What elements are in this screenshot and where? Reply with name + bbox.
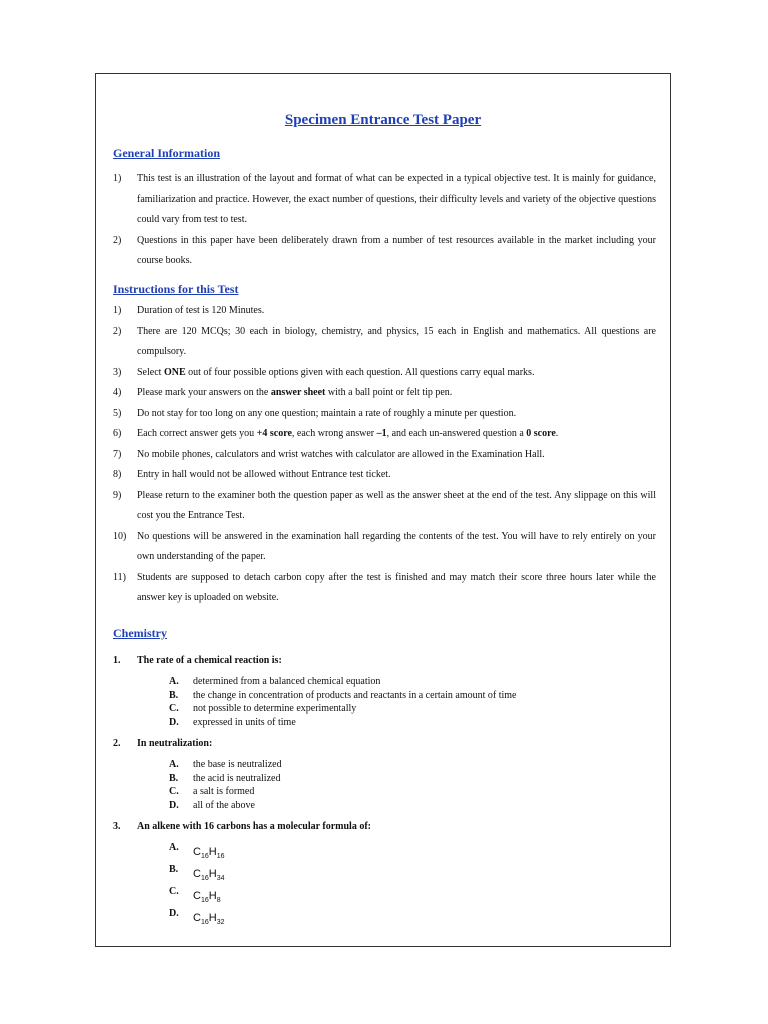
list-item [113,363,656,384]
text-segment: out of four possible options given with each question. All questions carry equal marks. [185,366,535,378]
item-text: There are 120 MCQs; 30 each in biology, chemistry, and physics, 15 each in English and mathematics. All questions are compulsory. [137,325,656,357]
item-number: 10) [113,530,127,542]
page-title: Specimen Entrance Test Paper [284,112,482,128]
test-paper-page [95,73,671,947]
list-item [113,231,656,272]
option-letter: B. [169,864,179,875]
option-a [169,842,225,860]
hydrogen-count: 16 [216,853,225,860]
list-item [113,383,656,404]
bold-text: ONE [163,366,186,378]
option-b [169,689,517,703]
item-number: 2) [113,325,122,337]
option-text: determined from a balanced chemical equation [193,676,381,687]
question-text: The rate of a chemical reaction is: [137,655,282,666]
item-number: 9) [113,489,122,501]
molecular-formula [193,890,221,904]
carbon-symbol: C [193,912,201,924]
option-b [169,864,225,882]
hydrogen-symbol: H [208,912,217,924]
option-a [169,675,517,689]
item-number: 5) [113,407,122,419]
question-1-options [169,675,517,730]
question-2-options [169,758,282,813]
carbon-symbol: C [193,846,201,858]
carbon-symbol: C [193,890,201,902]
option-letter: A. [169,842,179,853]
option-text: the base is neutralized [193,759,282,770]
text-segment: , each wrong answer [291,428,377,439]
bold-text: 0 score [526,428,556,439]
option-letter: D. [169,717,179,729]
text-segment: , and each un-answered question a [386,428,527,439]
carbon-symbol: C [193,868,201,880]
list-item [113,465,656,486]
question-2 [113,738,212,749]
option-letter: A. [169,759,179,770]
item-text: No questions will be answered in the examination hall regarding the contents of the test. You will have to rely entirely on your own understanding of the paper. [137,530,656,562]
hydrogen-count: 32 [216,919,225,926]
item-number: 3) [113,366,122,378]
text-segment: with a ball point or felt tip pen. [325,387,453,398]
text-segment: Select [137,366,164,378]
list-item [113,568,656,609]
text-segment: Each correct answer gets you [137,428,257,439]
option-letter: B. [169,772,179,784]
molecular-formula [193,846,225,860]
option-d [169,716,517,730]
question-3 [113,821,371,832]
carbon-count: 16 [200,919,209,926]
carbon-count: 16 [200,897,209,904]
list-item [113,169,656,231]
list-item [113,486,656,527]
option-text: not possible to determine experimentally [193,703,357,715]
hydrogen-count: 8 [216,897,221,904]
option-d [169,908,225,926]
text-segment: Please mark your answers on the [137,387,271,398]
option-text: the acid is neutralized [193,772,281,784]
option-text: all of the above [193,800,255,812]
option-letter: A. [169,676,179,687]
option-c [169,785,282,799]
carbon-count: 16 [200,853,209,860]
general-information-list [113,169,656,272]
question-number: 2. [113,738,121,749]
item-text: Duration of test is 120 Minutes. [137,305,265,316]
list-item [113,301,656,322]
hydrogen-count: 34 [216,875,225,882]
item-text [137,383,656,404]
option-letter: D. [169,908,179,919]
question-text: An alkene with 16 carbons has a molecular formula of: [137,821,371,832]
item-text [137,363,656,384]
carbon-count: 16 [200,875,209,882]
list-item [113,404,656,425]
option-c [169,886,221,904]
instructions-heading: Instructions for this Test [113,282,239,296]
option-text: expressed in units of time [193,717,296,729]
item-text: Please return to the examiner both the question paper as well as the answer sheet at the end of the test. Any slippage on this will cost you the Entrance Test. [137,489,656,521]
item-text: This test is an illustration of the layout and format of what can be expected in a typical objective test. It is mainly for guidance, familiarization and practice. However, the exact number of questions, their difficulty levels and variety of the objective questions could vary from test to test. [137,173,656,225]
item-text: Students are supposed to detach carbon copy after the test is finished and may match their score three hours later while the answer key is uploaded on website. [137,571,656,603]
hydrogen-symbol: H [208,868,217,880]
item-text: Do not stay for too long on any one question; maintain a rate of roughly a minute per question. [137,407,517,419]
option-letter: B. [169,689,179,701]
option-d [169,799,282,813]
option-a [169,758,282,772]
item-number: 6) [113,428,122,439]
item-number: 1) [113,173,122,184]
list-item [113,445,656,466]
chemistry-heading: Chemistry [113,626,167,640]
molecular-formula [193,912,225,926]
text-segment: . [555,428,559,439]
item-number: 11) [113,571,126,583]
item-number: 7) [113,448,122,460]
option-letter: D. [169,800,179,812]
option-b [169,772,282,786]
bold-text: +4 score [256,428,292,439]
option-letter: C. [169,786,179,798]
item-number: 4) [113,387,122,398]
option-letter: C. [169,886,179,897]
question-1 [113,655,282,666]
option-c [169,702,517,716]
item-number: 2) [113,234,122,246]
item-text: Entry in hall would not be allowed without Entrance test ticket. [137,469,391,480]
general-information-heading: General Information [113,146,220,160]
hydrogen-symbol: H [208,890,217,902]
list-item [113,322,656,363]
hydrogen-symbol: H [208,846,217,858]
item-text: Questions in this paper have been deliberately drawn from a number of test resources available in the market including your course books. [137,234,656,266]
option-text: a salt is formed [193,786,255,798]
list-item [113,424,656,445]
question-number: 1. [113,655,121,666]
item-text [137,424,656,445]
question-text: In neutralization: [137,738,213,749]
question-number: 3. [113,821,121,832]
bold-text: answer sheet [270,387,326,398]
option-text: the change in concentration of products and reactants in a certain amount of time [193,689,517,701]
item-number: 1) [113,305,122,316]
instructions-list [113,301,656,609]
bold-text: –1 [376,428,387,439]
option-letter: C. [169,703,179,715]
item-number: 8) [113,469,122,480]
item-text: No mobile phones, calculators and wrist watches with calculator are allowed in the Examination Hall. [137,448,545,460]
list-item [113,527,656,568]
molecular-formula [193,868,225,882]
